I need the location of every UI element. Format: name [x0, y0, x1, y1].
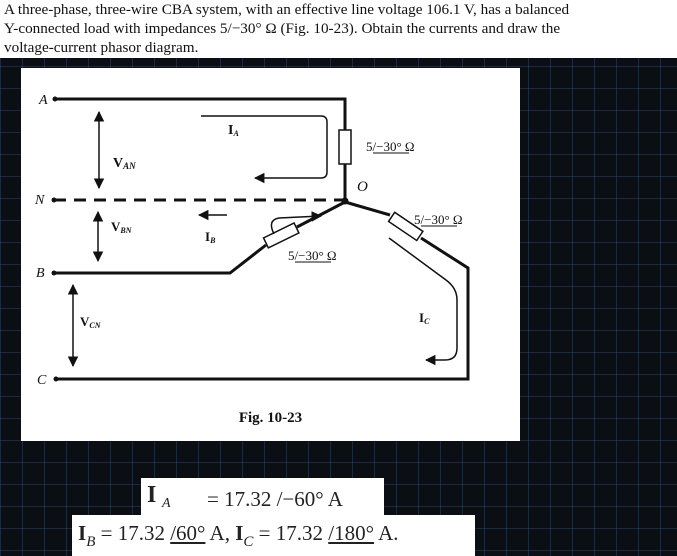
- wire-b-to-o: [297, 202, 345, 227]
- label-ia: IA: [228, 123, 239, 138]
- label-van: VAN: [113, 156, 136, 171]
- answer-ib-angle: /60°: [170, 521, 206, 545]
- label-o: O: [357, 179, 368, 195]
- problem-line-3: voltage-current phasor diagram.: [4, 39, 199, 56]
- wire-c: [56, 238, 468, 379]
- label-b: B: [36, 266, 45, 281]
- resistor-a: [339, 130, 351, 164]
- answer-ib-ic: [72, 515, 475, 556]
- impedance-label-b: 5/−30° Ω: [288, 248, 337, 263]
- answer-ic-unit: A.: [373, 521, 399, 545]
- answer-ic-value: = 17.32: [253, 521, 329, 545]
- label-ic: IC: [419, 310, 430, 326]
- impedance-label-a: 5/−30° Ω: [366, 139, 415, 154]
- problem-line-2: Y-connected load with impedances 5/−30° Ω (Fig. 10-23). Obtain the currents and draw the: [4, 20, 561, 37]
- problem-statement: [0, 0, 677, 58]
- label-n: N: [35, 193, 45, 208]
- resistor-b: [264, 223, 299, 248]
- answer-ia: [141, 478, 384, 515]
- answer-ib-symbol: I: [78, 521, 87, 545]
- answer-ia-subscript: A: [162, 496, 171, 511]
- wire-c-to-o: [345, 202, 390, 215]
- label-ib: IB: [205, 229, 216, 245]
- circuit-diagram: [21, 68, 520, 441]
- answer-ic-angle: /180°: [328, 521, 374, 545]
- answer-line-2: [78, 521, 399, 550]
- current-arrow-ic: [389, 238, 457, 360]
- answer-ib-unit: A,: [205, 521, 236, 545]
- answer-ia-value: = 17.32 /−60° A: [207, 487, 343, 511]
- circuit-figure: [21, 68, 520, 441]
- label-vcn: VCN: [80, 314, 101, 330]
- label-vbn: VBN: [111, 219, 132, 235]
- problem-line-1: A three-phase, three-wire CBA system, with an effective line voltage 106.1 V, has a balanced: [4, 1, 570, 18]
- answer-ib-subscript: B: [86, 534, 96, 550]
- figure-caption: Fig. 10-23: [238, 410, 303, 426]
- label-a: A: [39, 93, 48, 108]
- label-c: C: [37, 373, 47, 388]
- answer-ib-value: = 17.32: [95, 521, 171, 545]
- impedance-label-c: 5/−30° Ω: [414, 212, 463, 227]
- current-arrow-ia: [201, 116, 327, 178]
- answer-ia-symbol: I: [147, 482, 157, 508]
- wire-b: [54, 245, 266, 273]
- answer-ic-symbol: I: [235, 521, 244, 545]
- answer-ic-subscript: C: [243, 534, 254, 550]
